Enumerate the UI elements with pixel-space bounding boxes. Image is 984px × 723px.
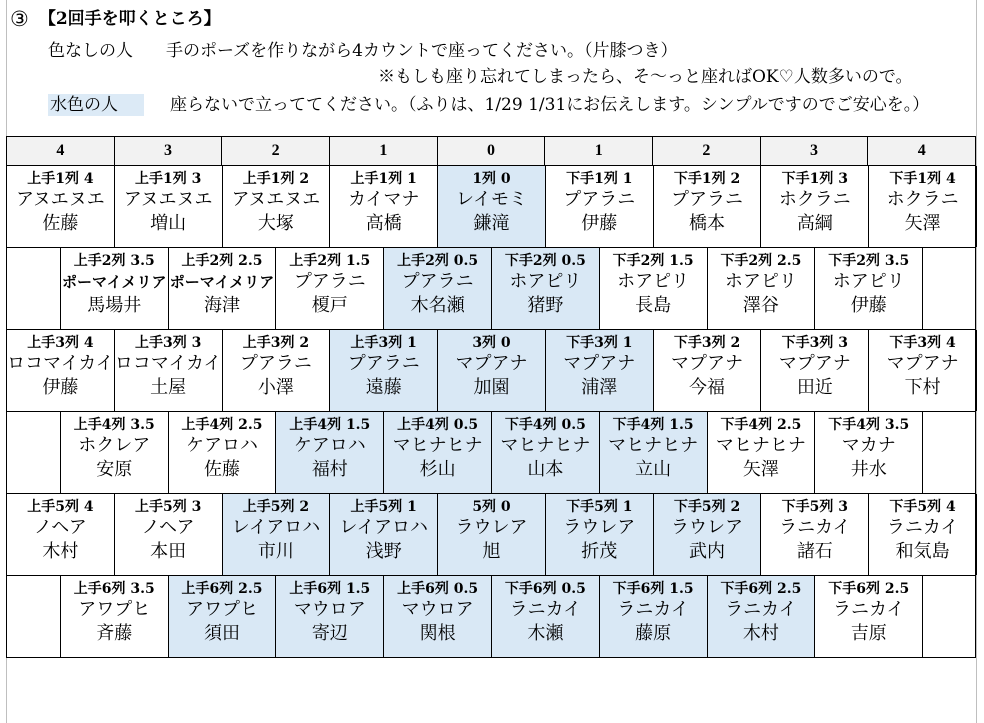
- group-name: ロコマイカイ: [114, 353, 222, 374]
- position-label: 下手3列 4: [889, 335, 956, 351]
- group-name: ポーマイメリア: [61, 273, 167, 291]
- performer-name: 福村: [311, 459, 348, 480]
- group-name: ホアピリ: [509, 271, 582, 292]
- performer-name: 安原: [96, 459, 133, 480]
- performer-name: 伊藤: [581, 213, 618, 234]
- column-header-row: [6, 136, 976, 166]
- group-name: ホアピリ: [617, 271, 690, 292]
- performer-name: 木名瀬: [410, 295, 465, 316]
- performer-cell: [869, 166, 977, 247]
- position-label: 5列 0: [472, 499, 511, 515]
- performer-name: 今福: [689, 377, 726, 398]
- position-label: 上手6列 2.5: [181, 581, 263, 597]
- performer-name: 遠藤: [365, 377, 402, 398]
- position-label: 上手5列 1: [350, 499, 417, 515]
- position-label: 1列 0: [472, 171, 511, 187]
- performer-name: 榎戸: [311, 295, 348, 316]
- group-name: アヌエヌエ: [16, 189, 105, 210]
- performer-cell-standing: [384, 248, 492, 329]
- group-name: アヌエヌエ: [231, 189, 321, 210]
- column-header: 0: [438, 137, 546, 165]
- performer-cell-standing: [708, 576, 816, 657]
- performer-cell-standing: [600, 412, 708, 493]
- performer-name: 伊藤: [42, 377, 79, 398]
- performer-cell: [815, 412, 923, 493]
- formation-row: [6, 330, 976, 412]
- group-name: ホアピリ: [724, 271, 797, 292]
- performer-cell-standing: [600, 576, 708, 657]
- position-label: 上手3列 2: [242, 335, 310, 351]
- group-name: ホクラニ: [778, 189, 851, 210]
- instructions: [0, 0, 984, 136]
- position-label: 下手3列 2: [673, 335, 741, 351]
- performer-name: 矢澤: [742, 459, 779, 480]
- group-name: マヒナヒナ: [500, 435, 591, 456]
- group-name: カイマナ: [347, 189, 420, 210]
- performer-name: 木村: [742, 623, 779, 644]
- group-name: ケアロハ: [293, 435, 366, 456]
- performer-name: 佐藤: [204, 459, 241, 480]
- position-label: 上手5列 2: [242, 499, 310, 515]
- performer-cell-standing: [654, 494, 762, 575]
- position-label: 下手4列 3.5: [828, 417, 910, 433]
- performer-name: 浅野: [365, 541, 402, 562]
- performer-name: 長島: [635, 295, 672, 316]
- performer-cell: [815, 248, 923, 329]
- group-name: ホクレア: [78, 435, 151, 456]
- empty-slot: [7, 248, 61, 329]
- performer-cell: [761, 166, 869, 247]
- performer-name: 本田: [150, 541, 187, 562]
- performer-cell: [761, 330, 869, 411]
- performer-cell: [115, 166, 223, 247]
- performer-cell: [546, 166, 654, 247]
- performer-name: 小澤: [257, 377, 294, 398]
- column-header: 1: [330, 137, 438, 165]
- position-label: 下手5列 4: [889, 499, 956, 515]
- performer-cell: [761, 494, 869, 575]
- performer-cell: [815, 576, 923, 657]
- performer-name: 寄辺: [311, 623, 348, 644]
- performer-name: 立山: [635, 459, 672, 480]
- group-name: プアラニ: [293, 271, 366, 292]
- performer-cell-standing: [276, 412, 384, 493]
- position-label: 上手1列 3: [134, 171, 202, 187]
- group-name: レイアロハ: [231, 517, 321, 538]
- group-name: ポーマイメリア: [169, 273, 275, 291]
- performer-cell: [7, 494, 115, 575]
- performer-cell: [61, 576, 169, 657]
- performer-name: 増山: [150, 213, 187, 234]
- performer-cell: [115, 330, 223, 411]
- performer-name: 加園: [473, 377, 510, 398]
- empty-slot: [7, 576, 61, 657]
- group-name: アヌエヌエ: [123, 189, 213, 210]
- group-name: マヒナヒナ: [608, 435, 699, 456]
- position-label: 下手2列 3.5: [828, 253, 910, 269]
- performer-cell: [869, 330, 977, 411]
- performer-name: 伊藤: [850, 295, 887, 316]
- performer-name: 井水: [850, 459, 887, 480]
- position-label: 上手2列 1.5: [289, 253, 371, 269]
- performer-name: 関根: [419, 623, 456, 644]
- group-name: レイアロハ: [339, 517, 428, 538]
- performer-name: 和気島: [895, 541, 950, 562]
- group-name: ロコマイカイ: [7, 353, 114, 374]
- group-name: マヒナヒナ: [392, 435, 483, 456]
- position-label: 下手1列 2: [673, 171, 741, 187]
- performer-cell-standing: [384, 412, 492, 493]
- performer-cell-standing: [546, 330, 654, 411]
- position-label: 下手2列 1.5: [612, 253, 694, 269]
- light-blue-text: 座らないで立っててください。（ふりは、1/29 1/31にお伝えします。シンプルですのでご安心を。）: [170, 95, 930, 115]
- group-name: マプアナ: [671, 353, 744, 374]
- section-title: 【2回手を叩くところ】: [38, 9, 221, 29]
- position-label: 上手5列 4: [27, 499, 94, 515]
- position-label: 3列 0: [472, 335, 511, 351]
- position-label: 下手4列 1.5: [612, 417, 694, 433]
- position-label: 下手4列 0.5: [504, 417, 586, 433]
- light-blue-label: 水色の人: [48, 94, 144, 116]
- performer-name: 山本: [527, 459, 564, 480]
- performer-cell: [7, 330, 115, 411]
- position-label: 下手1列 4: [889, 171, 956, 187]
- group-name: マウロア: [293, 599, 366, 620]
- performer-cell: [708, 248, 816, 329]
- performer-cell: [869, 494, 977, 575]
- group-name: プアラニ: [347, 353, 420, 374]
- position-label: 下手6列 1.5: [612, 581, 694, 597]
- group-name: ノヘア: [141, 517, 195, 538]
- performer-cell-standing: [384, 576, 492, 657]
- position-label: 上手1列 4: [27, 171, 94, 187]
- position-label: 上手4列 3.5: [73, 417, 155, 433]
- performer-name: 市川: [257, 541, 294, 562]
- performer-cell: [223, 330, 331, 411]
- group-name: マウロア: [401, 599, 474, 620]
- performer-cell: [223, 166, 331, 247]
- performer-name: 馬場井: [87, 295, 142, 316]
- performer-cell-standing: [438, 330, 546, 411]
- instruction-light-blue: [48, 94, 929, 116]
- formation-row: [6, 576, 976, 658]
- position-label: 下手2列 0.5: [504, 253, 586, 269]
- section-heading: [10, 8, 221, 30]
- performer-cell: [61, 248, 169, 329]
- performer-name: 橋本: [689, 213, 726, 234]
- performer-cell-standing: [330, 494, 438, 575]
- group-name: アワプヒ: [78, 599, 151, 620]
- position-label: 下手3列 3: [781, 335, 848, 351]
- performer-cell: [169, 412, 277, 493]
- group-name: ラウレア: [563, 517, 636, 538]
- group-name: マプアナ: [886, 353, 959, 374]
- column-header: 1: [545, 137, 653, 165]
- performer-name: 高橋: [365, 213, 402, 234]
- group-name: プアラニ: [401, 271, 474, 292]
- group-name: ホアピリ: [832, 271, 905, 292]
- performer-cell: [169, 248, 277, 329]
- group-name: ラニカイ: [886, 517, 959, 538]
- group-name: マプアナ: [455, 353, 528, 374]
- performer-cell-standing: [492, 576, 600, 657]
- performer-cell: [708, 412, 816, 493]
- performer-name: 猪野: [527, 295, 564, 316]
- performer-name: 斉藤: [96, 623, 133, 644]
- performer-name: 海津: [204, 295, 241, 316]
- position-label: 下手3列 1: [566, 335, 633, 351]
- performer-cell: [115, 494, 223, 575]
- group-name: ラウレア: [671, 517, 744, 538]
- performer-cell: [654, 330, 762, 411]
- position-label: 上手4列 1.5: [289, 417, 371, 433]
- performer-cell: [276, 248, 384, 329]
- performer-name: 吉原: [850, 623, 887, 644]
- position-label: 上手2列 2.5: [181, 253, 263, 269]
- no-color-text: 手のポーズを作りながら4カウントで座ってください。（片膝つき）: [166, 41, 678, 61]
- performer-cell-standing: [438, 166, 546, 247]
- position-label: 下手5列 1: [566, 499, 633, 515]
- performer-name: 高綱: [796, 213, 833, 234]
- performer-name: 鎌滝: [473, 213, 510, 234]
- formation-grid: [6, 136, 976, 658]
- group-name: アワプヒ: [186, 599, 259, 620]
- performer-name: 木瀬: [527, 623, 564, 644]
- position-label: 上手1列 1: [350, 171, 417, 187]
- group-name: プアラニ: [563, 189, 636, 210]
- position-label: 下手6列 2.5: [828, 581, 910, 597]
- performer-cell-standing: [492, 412, 600, 493]
- performer-name: 矢澤: [904, 213, 941, 234]
- group-name: マプアナ: [563, 353, 636, 374]
- performer-name: 藤原: [635, 623, 672, 644]
- instruction-note: ※もしも座り忘れてしまったら、そ～っと座ればOK♡人数多いので。: [378, 67, 913, 87]
- section-number: ③: [10, 7, 29, 31]
- group-name: マヒナヒナ: [715, 435, 806, 456]
- column-header: 4: [917, 142, 926, 159]
- formation-row: [6, 412, 976, 494]
- instruction-no-color: [48, 40, 677, 62]
- no-color-label: 色なしの人: [48, 41, 133, 61]
- performer-cell: [61, 412, 169, 493]
- column-header: 2: [653, 137, 761, 165]
- position-label: 下手6列 2.5: [720, 581, 802, 597]
- group-name: プアラニ: [671, 189, 744, 210]
- position-label: 下手5列 2: [673, 499, 741, 515]
- group-name: ラニカイ: [617, 599, 689, 620]
- group-name: ラニカイ: [779, 517, 851, 538]
- position-label: 上手6列 0.5: [397, 581, 479, 597]
- performer-name: 浦澤: [581, 377, 618, 398]
- position-label: 上手6列 1.5: [289, 581, 371, 597]
- position-label: 上手3列 3: [134, 335, 202, 351]
- performer-cell-standing: [169, 576, 277, 657]
- formation-row: [6, 248, 976, 330]
- performer-name: 澤谷: [742, 295, 779, 316]
- group-name: プアラニ: [239, 353, 312, 374]
- performer-name: 旭: [482, 541, 501, 562]
- column-header: 3: [761, 137, 869, 165]
- performer-name: 下村: [904, 377, 941, 398]
- performer-cell-standing: [276, 576, 384, 657]
- performer-cell: [600, 248, 708, 329]
- performer-name: 武内: [689, 541, 726, 562]
- group-name: ラニカイ: [725, 599, 797, 620]
- performer-cell: [330, 166, 438, 247]
- column-header: 4: [7, 137, 115, 165]
- position-label: 上手6列 3.5: [73, 581, 155, 597]
- performer-cell-standing: [330, 330, 438, 411]
- column-header: 3: [115, 137, 223, 165]
- performer-cell-standing: [546, 494, 654, 575]
- performer-name: 佐藤: [42, 213, 79, 234]
- empty-slot: [7, 412, 61, 493]
- group-name: ラニカイ: [509, 599, 582, 620]
- position-label: 上手2列 0.5: [397, 253, 479, 269]
- group-name: マプアナ: [778, 353, 851, 374]
- formation-row: [6, 166, 976, 248]
- performer-name: 須田: [204, 623, 241, 644]
- position-label: 上手3列 1: [350, 335, 417, 351]
- formation-row: [6, 494, 976, 576]
- performer-cell: [7, 166, 115, 247]
- group-name: ケアロハ: [186, 435, 259, 456]
- performer-name: 諸石: [796, 541, 833, 562]
- position-label: 下手4列 2.5: [720, 417, 802, 433]
- position-label: 下手1列 3: [781, 171, 848, 187]
- position-label: 上手1列 2: [242, 171, 310, 187]
- performer-name: 大塚: [257, 213, 294, 234]
- group-name: マカナ: [841, 435, 896, 456]
- performer-name: 杉山: [419, 459, 456, 480]
- performer-cell-standing: [438, 494, 546, 575]
- position-label: 上手2列 3.5: [73, 253, 155, 269]
- position-label: 下手6列 0.5: [504, 581, 586, 597]
- position-label: 下手5列 3: [781, 499, 848, 515]
- position-label: 上手3列 4: [27, 335, 94, 351]
- position-label: 下手2列 2.5: [720, 253, 802, 269]
- performer-name: 田近: [796, 377, 833, 398]
- position-label: 上手4列 0.5: [397, 417, 479, 433]
- position-label: 下手1列 1: [566, 171, 633, 187]
- group-name: ノヘア: [34, 517, 87, 538]
- performer-name: 木村: [42, 541, 79, 562]
- performer-cell-standing: [492, 248, 600, 329]
- column-header: 2: [222, 137, 330, 165]
- performer-cell-standing: [223, 494, 331, 575]
- group-name: レイモミ: [455, 189, 528, 210]
- performer-name: 土屋: [150, 377, 187, 398]
- group-name: ホクラニ: [886, 189, 959, 210]
- performer-name: 折茂: [581, 541, 618, 562]
- group-name: ラウレア: [455, 517, 528, 538]
- position-label: 上手4列 2.5: [181, 417, 263, 433]
- performer-cell: [654, 166, 762, 247]
- position-label: 上手5列 3: [134, 499, 202, 515]
- group-name: ラニカイ: [832, 599, 905, 620]
